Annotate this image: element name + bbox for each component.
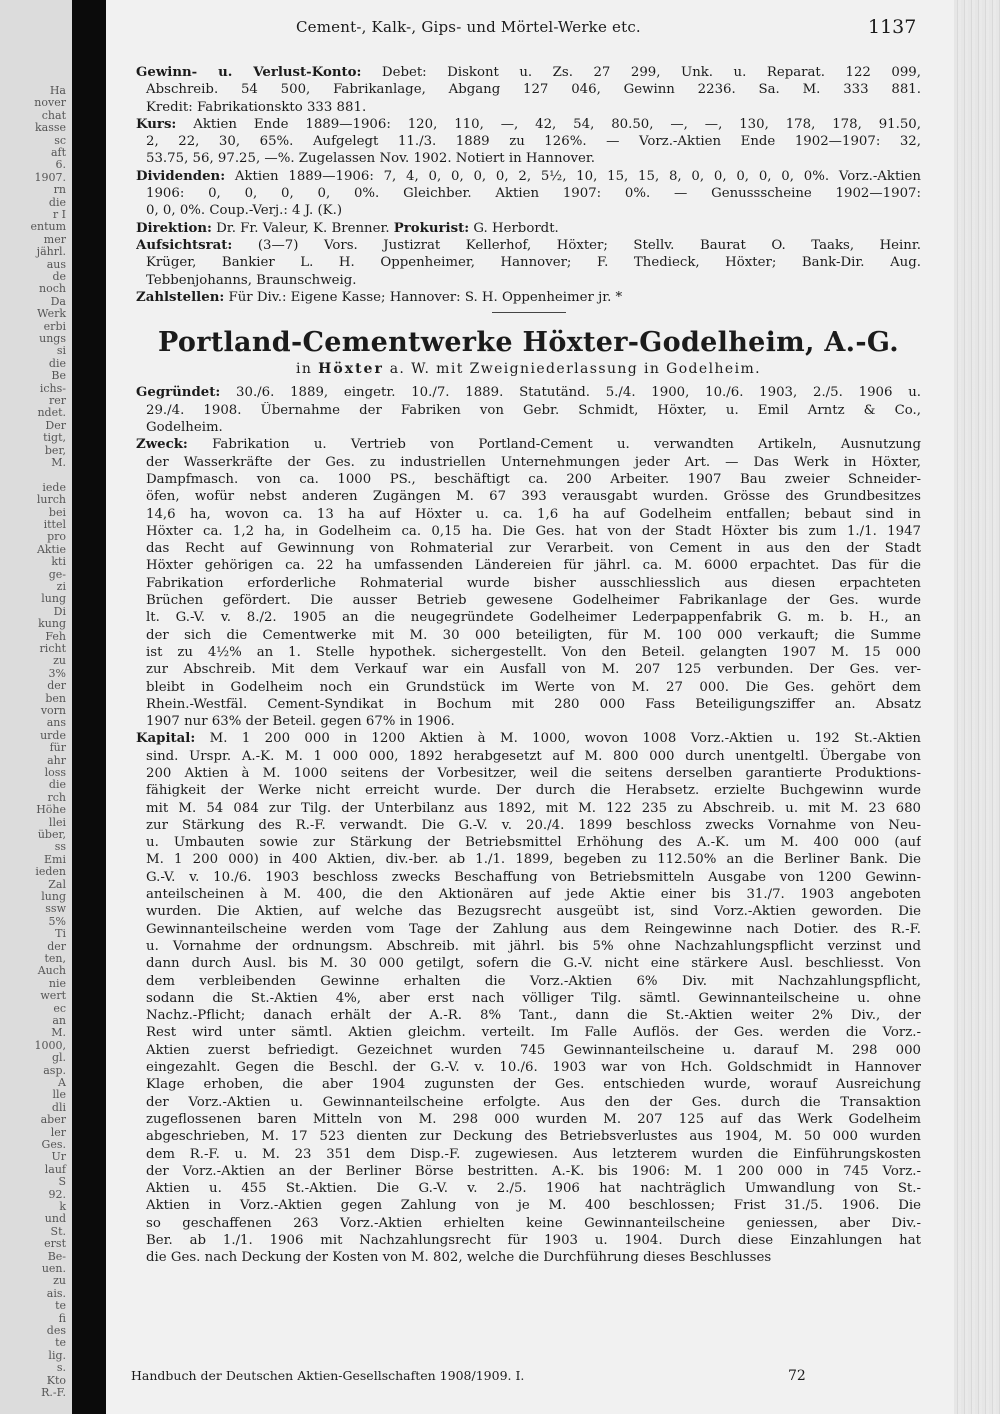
field-text: öfen, wofür nebst anderen Zugängen M. 67 393 verausgabt wurden. Grösse des Grundbesitzes (146, 489, 921, 505)
margin-fragment: wert (40, 989, 66, 1003)
text-line (136, 168, 921, 185)
margin-fragment: ndet. (37, 406, 66, 420)
margin-fragment: entum (30, 220, 66, 234)
margin-fragment: loss (44, 766, 66, 779)
field-label: Zahlstellen: (136, 289, 225, 305)
margin-fragment: gl. (51, 1051, 66, 1065)
field-text: bleibt in Godelheim noch ein Grundstück im Werte von M. 27 000. Die Ges. gehört dem (146, 679, 921, 695)
margin-fragment: M. (51, 1026, 66, 1040)
field-label: Kurs: (136, 116, 177, 132)
text-line (136, 436, 921, 453)
text-line (136, 289, 921, 306)
field-text: das Recht auf Gewinnung von Rohmaterial zur Verarbeit. von Cement in aus den der Stadt (146, 541, 921, 557)
margin-fragment: erst (44, 1237, 66, 1251)
field-label: Direktion: (136, 220, 212, 236)
margin-fragment: tigt, (43, 431, 66, 445)
text-line (136, 116, 921, 133)
text-line (136, 679, 921, 696)
section-divider (492, 312, 566, 313)
field-text: Ber. ab 1./1. 1906 mit Nachzahlungsrecht für 1903 u. 1904. Durch diese Einzahlungen hat (146, 1233, 921, 1248)
text-line (136, 661, 921, 678)
margin-fragment: nie (48, 976, 66, 990)
margin-fragment: Di (53, 604, 66, 618)
field-text: Krüger, Bankier L. H. Oppenheimer, Hannover; F. Thedieck, Höxter; Bank-Dir. Aug. (146, 255, 921, 271)
text-line (136, 817, 921, 834)
margin-fragment: Aktie (36, 542, 66, 556)
field-text: Aktien Ende 1889—1906: 120, 110, —, 42, 54, 80.50, —, —, 130, 178, 178, 91.50, (176, 116, 921, 132)
field-text: Fabrikation u. Vertrieb von Portland-Cement u. verwandten Artikeln, Ausnutzung (187, 437, 921, 453)
text-line (136, 1007, 921, 1024)
margin-fragment: pro (47, 530, 66, 544)
field-label: Gewinn- u. Verlust-Konto: (136, 65, 362, 80)
margin-fragment: chat (41, 108, 66, 122)
field-text: wurden. Die Aktien, auf welche das Bezugsrecht ausgeübt ist, sind Vorz.-Aktien geworden. Die (146, 904, 921, 920)
text-line (136, 748, 921, 765)
margin-fragment: aus (46, 257, 66, 271)
text-line (136, 973, 921, 990)
text-line (136, 471, 921, 488)
field-text: sodann die St.-Aktien 4%, aber erst nach völliger Tilg. sämtl. Gewinnanteilscheine u. ohne (146, 990, 921, 1006)
margin-fragment: ichs- (39, 381, 66, 395)
margin-fragment: ssw (45, 902, 66, 916)
field-text: zugeflossenen baren Mitteln von M. 298 000 wurden M. 207 125 auf das Werk Godelheim (146, 1111, 921, 1127)
margin-fragment: Zal (48, 877, 66, 891)
margin-fragment: uen. (41, 1262, 66, 1275)
text-line (136, 64, 921, 81)
text-line (136, 402, 921, 419)
text-line (136, 1232, 921, 1249)
margin-fragment: lle (52, 1088, 66, 1102)
margin-fragment: R.-F. (41, 1386, 66, 1399)
margin-fragment: ler (50, 1125, 66, 1139)
margin-fragment: Werk (37, 307, 66, 321)
text-line (136, 869, 921, 886)
margin-fragment: lurch (36, 493, 66, 507)
margin-fragment: lung (41, 890, 66, 903)
text-line (136, 765, 921, 782)
text-line (136, 592, 921, 609)
field-text: M. 1 200 000) in 400 Aktien, div.-ber. ab 1./1. 1899, begeben zu 112.50% an die Berliner Bank. Die (146, 852, 921, 868)
field-text: der Wasserkräfte der Ges. zu industriellen Unternehmungen jeder Art. — Das Werk in Höxter, (146, 454, 921, 470)
text-line (136, 506, 921, 523)
margin-fragment: ais. (46, 1286, 66, 1300)
text-line (136, 713, 921, 730)
margin-fragment: de (52, 270, 66, 283)
field-text: eingezahlt. Gegen die Beschl. der G.-V. v. 10./6. 1903 war von Hch. Goldschmidt in Hannover (146, 1060, 921, 1076)
margin-fragment: über, (37, 828, 66, 841)
margin-fragment: asp. (43, 1063, 66, 1077)
margin-fragment: und (44, 1212, 66, 1226)
text-line (136, 99, 921, 116)
text-line (136, 1249, 921, 1266)
text-line (136, 903, 921, 920)
field-text: Höxter ca. 1,2 ha, in Godelheim ca. 0,15 ha. Die Ges. hat von der Stadt Höxter bis zum 1./1. 1947 (146, 523, 921, 539)
text-line (136, 540, 921, 557)
margin-fragment: zu (53, 1274, 66, 1288)
book-page (106, 0, 1000, 1414)
margin-fragment: kti (51, 555, 66, 569)
text-line (136, 454, 921, 471)
field-text: dann durch Ausl. bis M. 30 000 getilgt, sofern die G.-V. nicht eine stärkere Ausl. beschliesst. Von (146, 956, 921, 972)
margin-fragment: ahr (47, 753, 66, 767)
running-header: Cement-, Kalk-, Gips- und Mörtel-Werke etc. (296, 18, 641, 36)
field-text: Abschreib. 54 500, Fabrikanlage, Abgang 127 046, Gewinn 2236. Sa. M. 333 881. (146, 82, 921, 98)
field-text: Nachz.-Pflicht; danach erhält der A.-R. 8% Tant., dann die St.-Aktien weiter 2% Div., der (146, 1008, 921, 1024)
field-text: Gewinnanteilscheine werden vom Tage der Zahlung aus dem Reingewinne nach Dotier. des R.-F. (146, 921, 921, 937)
text-line (136, 609, 921, 626)
text-line (136, 557, 921, 574)
field-text: 0, 0, 0%. Coup.-Verj.: 4 J. (K.) (146, 203, 343, 219)
margin-fragment: kasse (34, 121, 66, 135)
field-label: Aufsichtsrat: (136, 237, 233, 253)
text-line (136, 185, 921, 202)
field-text: ist zu 4½% an 1. Stelle hypothek. sichergestellt. Von den Beteil. gelangten 1907 M. 15 000 (146, 644, 921, 660)
margin-fragment: A (58, 1076, 66, 1089)
margin-fragment: die (48, 195, 66, 209)
margin-fragment: 1000, (34, 1038, 66, 1052)
text-line (136, 237, 921, 254)
left-margin-bleed (0, 0, 72, 1414)
text-line (136, 419, 921, 436)
text-line (136, 730, 921, 747)
margin-fragment: St. (50, 1224, 66, 1238)
margin-fragment: llei (48, 815, 66, 829)
field-label: Prokurist: (393, 220, 470, 236)
margin-fragment: Ges. (41, 1138, 66, 1151)
margin-fragment: ss (54, 840, 66, 854)
margin-fragment: Emi (44, 852, 66, 866)
field-text: Klage erhoben, die aber 1904 zugunsten der Ges. entschieden wurde, worauf Ausreichung (146, 1077, 921, 1093)
text-line (136, 990, 921, 1007)
margin-fragment: der (47, 939, 66, 953)
text-line (136, 644, 921, 661)
margin-fragment: Der (45, 418, 66, 432)
text-line (136, 851, 921, 868)
margin-fragment: aber (40, 1113, 66, 1127)
field-text: Aktien in Vorz.-Aktien gegen Zahlung von je M. 400 beschlossen; Frist 31./5. 1906. Die (146, 1198, 921, 1214)
field-text: sind. Urspr. A.-K. M. 1 000 000, 1892 herabgesetzt auf M. 800 000 durch unentgeltl. Übergabe von (146, 748, 921, 764)
text-line (136, 955, 921, 972)
margin-fragment: Auch (37, 964, 66, 978)
field-text: der sich die Cementwerke mit M. 30 000 beteiligten, für M. 100 000 verkauft; die Summe (146, 627, 921, 643)
text-line (136, 1180, 921, 1197)
margin-fragment: ittel (43, 518, 66, 531)
margin-fragment: erbi (43, 319, 66, 333)
margin-fragment: ge- (48, 567, 66, 581)
location-suffix: a. W. mit Zweigniederlassung in Godelheim. (389, 361, 761, 378)
field-text: Rest wird unter sämtl. Aktien gleichm. verteilt. Im Falle Auflös. der Ges. werden die Vorz.- (146, 1025, 921, 1041)
text-line (136, 886, 921, 903)
company-title: Portland-Cementwerke Höxter-Godelheim, A.-G. (158, 327, 899, 359)
field-text: Brüchen gefördert. Die ausser Betrieb gewesene Godelheimer Fabrikanlage der Ges. wurde (146, 593, 921, 609)
margin-fragment: Ha (49, 84, 66, 97)
field-text: M. 1 200 000 in 1200 Aktien à M. 1000, wovon 1008 Vorz.-Aktien u. 192 St.-Aktien (195, 731, 921, 747)
margin-fragment: ten, (44, 952, 66, 965)
text-line (136, 1094, 921, 1111)
field-text: Kredit: Fabrikationskto 333 881. (146, 99, 367, 115)
page-footer (131, 1368, 921, 1383)
text-line (136, 523, 921, 540)
margin-fragment: Kto (46, 1373, 66, 1387)
margin-fragment: M. (51, 456, 66, 469)
margin-fragment: ber, (44, 443, 66, 457)
text-line (136, 1024, 921, 1041)
field-text: dem R.-F. u. M. 23 351 dem Disp.-F. zugewiesen. Aus letzterem wurden die Einführungskosten (146, 1146, 921, 1162)
field-text: Aktien 1889—1906: 7, 4, 0, 0, 0, 0, 2, 5½, 10, 15, 15, 8, 0, 0, 0, 0, 0, 0%. Vorz.-Aktien (225, 168, 921, 184)
field-text: Aktien u. 455 St.-Aktien. Die G.-V. v. 2./5. 1906 hat nachträglich Umwandlung von St.- (146, 1181, 921, 1197)
field-text: zur Abschreib. Mit dem Verkauf war ein Ausfall von M. 207 125 verbunden. Der Ges. ver- (146, 662, 921, 678)
field-text: der Vorz.-Aktien u. Gewinnanteilscheine erfolgte. Aus den der Ges. durch die Transaktion (146, 1094, 921, 1110)
field-label: Dividenden: (136, 168, 226, 184)
text-line (136, 150, 921, 167)
margin-fragment: si (56, 344, 66, 358)
field-text: 1906: 0, 0, 0, 0, 0%. Gleichber. Aktien 1907: 0%. — Genussscheine 1902—1907: (146, 186, 921, 202)
margin-fragment: zu (53, 654, 66, 668)
text-line (136, 488, 921, 505)
text-line (136, 1197, 921, 1214)
field-text: zur Stärkung des R.-F. verwandt. Die G.-V. v. 20./4. 1899 beschloss zwecks Vornahme von Neu- (146, 817, 921, 833)
margin-fragment: 3% (48, 666, 66, 680)
footer-publication: Handbuch der Deutschen Aktien-Gesellschaften 1908/1909. I. (131, 1368, 525, 1383)
text-line (136, 1128, 921, 1145)
text-line (136, 834, 921, 851)
field-text: der Vorz.-Aktien an der Berliner Börse bestritten. A.-K. bis 1906: M. 1 200 000 in 745 Vorz.- (146, 1163, 921, 1179)
field-text: Fabrikation erforderliche Rohmaterial wurde bisher ausschliesslich aus diesen erpachteten (146, 575, 921, 591)
margin-fragment: jährl. (36, 245, 66, 259)
margin-fragment: mer (43, 232, 66, 246)
margin-fragment: dli (51, 1100, 66, 1114)
margin-fragment: ieden (35, 865, 66, 879)
margin-fragment: rer (48, 394, 66, 407)
text-line (136, 1215, 921, 1232)
field-text: 1907 nur 63% der Beteil. gegen 67% in 1906. (146, 714, 455, 730)
margin-fragment: ben (45, 691, 66, 705)
signature-mark: 72 (788, 1368, 806, 1384)
text-line (136, 938, 921, 955)
margin-fragment: s. (56, 1361, 66, 1375)
margin-fragment: des (46, 1324, 66, 1337)
margin-fragment: te (55, 1299, 66, 1313)
text-line (136, 202, 921, 219)
margin-fragment: Be- (47, 1249, 66, 1263)
margin-fragment: ec (53, 1001, 66, 1015)
margin-fragment: vorn (40, 704, 66, 717)
page-edge-shadow (954, 0, 1000, 1414)
field-text: abgeschrieben, M. 17 523 dienten zur Deckung des Betriebsverlustes aus 1904, M. 50 000 wurden (146, 1129, 921, 1145)
margin-fragment: noch (39, 282, 66, 296)
field-text: u. Umbauten sowie zur Stärkung der Betriebsmittel Erhöhung des A.-K. um M. 400 000 (auf (146, 835, 921, 851)
margin-fragment: ungs (39, 332, 66, 345)
margin-fragment: der (47, 679, 66, 693)
margin-fragment: nover (34, 96, 66, 110)
field-text: 14,6 ha, wovon ca. 13 ha auf Höxter u. ca. 1,6 ha auf Godelheim entfallen; bebaut sind in (146, 506, 921, 522)
text-line (136, 133, 921, 150)
margin-fragment: rch (47, 790, 66, 804)
field-text: fähigkeit der Werke nicht erreicht wurde. Der durch die Herabsetz. erzielte Buchgewinn wurde (146, 783, 921, 799)
page-number: 1137 (868, 16, 917, 38)
text-line (136, 1111, 921, 1128)
field-text: Dr. Fr. Valeur, K. Brenner. (211, 220, 394, 236)
margin-fragment: Da (50, 294, 66, 308)
margin-fragment: urde (40, 728, 66, 742)
margin-fragment: sc (54, 133, 66, 147)
field-text: die Ges. nach Deckung der Kosten von M. 802, welche die Durchführung dieses Beschlusses (146, 1250, 772, 1266)
field-text: so geschaffenen 263 Vorz.-Aktien erhielten keine Gewinnanteilscheine geniessen, aber Div.- (146, 1215, 921, 1231)
company-entry-text (136, 384, 921, 1266)
margin-fragment: an (52, 1014, 66, 1027)
field-text: (3—7) Vors. Justizrat Kellerhof, Höxter; Stellv. Baurat O. Taaks, Heinr. (232, 237, 921, 253)
field-text: u. Vornahme der ordnungsm. Abschreib. mit jährl. bis 5% ohne Nachzahlungspflicht verzinst und (146, 938, 921, 954)
field-text: Rhein.-Westfäl. Cement-Syndikat in Bochum mit 280 000 Fass Beteiligungsziffer an. Absatz (146, 696, 921, 712)
field-text: Höxter gehörigen ca. 22 ha umfassenden Ländereien für jährl. ca. M. 6000 erpachtet. Das für die (146, 558, 921, 574)
margin-fragment: Höhe (36, 803, 66, 817)
field-text: Aktien zuerst befriedigt. Gezeichnet wurden 745 Gewinnanteilscheine u. darauf M. 298 000 (146, 1042, 921, 1058)
location-city: Höxter (318, 361, 384, 378)
field-text: Dampfmasch. von ca. 1000 PS., beschäftigt ca. 200 Arbeiter. 1907 Bau zweier Schneider- (146, 471, 921, 487)
text-line (136, 272, 921, 289)
field-text: anteilscheinen à M. 400, die den Aktionären auf jede Aktie einer bis 31./7. 1903 angeboten (146, 887, 921, 903)
field-text: Godelheim. (146, 420, 223, 436)
margin-fragment: fi (58, 1311, 66, 1325)
margin-fragment: te (55, 1336, 66, 1350)
text-line (136, 800, 921, 817)
text-line (136, 627, 921, 644)
field-text: dem verbleibenden Gewinne erhalten die Vorz.-Aktien 6% Div. mit Nachzahlungspflicht, (146, 973, 921, 989)
text-line (136, 254, 921, 271)
margin-fragment: lig. (48, 1348, 66, 1362)
text-line (136, 1076, 921, 1093)
page-body (136, 64, 921, 1267)
margin-fragment: lung (41, 592, 66, 606)
field-label: Gegründet: (136, 385, 221, 401)
text-line (136, 1163, 921, 1180)
text-line (136, 782, 921, 799)
text-line (136, 220, 921, 237)
text-line (136, 1059, 921, 1076)
book-spine-shadow (72, 0, 106, 1414)
text-line (136, 696, 921, 713)
field-text: 30./6. 1889, eingetr. 10./7. 1889. Statutänd. 5./4. 1900, 10./6. 1903, 2./5. 1906 u. (220, 385, 921, 401)
company-location (136, 361, 921, 378)
margin-fragment: 5% (48, 914, 66, 928)
field-text: 29./4. 1908. Übernahme der Fabriken von Gebr. Schmidt, Höxter, u. Emil Arntz & Co., (146, 402, 921, 418)
margin-fragment: kung (38, 617, 66, 631)
field-text: 53.75, 56, 97.25, —%. Zugelassen Nov. 1902. Notiert in Hannover. (146, 151, 596, 167)
field-text: Debet: Diskont u. Zs. 27 299, Unk. u. Reparat. 122 099, (361, 65, 921, 80)
margin-fragment: 92. (48, 1187, 66, 1201)
margin-fragment: ans (46, 716, 66, 730)
margin-fragment: bei (48, 505, 66, 519)
field-text: mit M. 54 084 zur Tilg. der Unterbilanz aus 1892, mit M. 122 235 zu Abschreib. u. mit M. 23 680 (146, 800, 921, 816)
text-line (136, 575, 921, 592)
margin-fragment: zi (56, 580, 66, 593)
margin-fragment: aft (50, 146, 66, 159)
field-label: Kapital: (136, 731, 196, 747)
margin-fragment: 6. (55, 158, 66, 172)
margin-fragment: für (49, 741, 66, 755)
margin-fragment: Feh (45, 629, 66, 643)
margin-fragment: iede (42, 480, 66, 494)
location-prefix: in (296, 361, 313, 378)
margin-fragment: die (48, 778, 66, 792)
text-line (136, 384, 921, 401)
margin-fragment: 1907. (34, 170, 66, 184)
field-text: Für Div.: Eigene Kasse; Hannover: S. H. Oppenheimer jr. * (224, 289, 623, 305)
margin-fragment: lauf (44, 1162, 66, 1176)
field-text: 200 Aktien à M. 1000 seitens der Vorbesitzer, weil die seitens derselben garantierte Produktions- (146, 765, 921, 781)
margin-fragment: Ur (51, 1150, 66, 1164)
field-text: lt. G.-V. v. 8./2. 1905 an die neugegründete Godelheimer Lederpappenfabrik G. m. b. H., an (146, 610, 921, 626)
margin-fragment: Ti (55, 927, 66, 941)
previous-entry-tail (136, 64, 921, 306)
field-text: Tebbenjohanns, Braunschweig. (146, 272, 357, 288)
field-label: Zweck: (136, 437, 188, 453)
text-line (136, 1042, 921, 1059)
text-line (136, 921, 921, 938)
margin-fragment: k (59, 1200, 66, 1213)
margin-fragment: S (58, 1175, 66, 1189)
text-line (136, 1146, 921, 1163)
margin-fragment: richt (39, 642, 66, 655)
margin-fragment: r I (52, 208, 66, 221)
margin-fragment: rn (53, 183, 66, 197)
text-line (136, 81, 921, 98)
margin-fragment: Be (51, 369, 66, 383)
field-text: G. Herbordt. (469, 220, 559, 236)
margin-fragment: die (48, 356, 66, 370)
field-text: 2, 22, 30, 65%. Aufgelegt 11./3. 1889 zu 126%. — Vorz.-Aktien Ende 1902—1907: 32, (146, 134, 921, 150)
field-text: G.-V. v. 10./6. 1903 beschloss zwecks Beschaffung von Betriebsmitteln Ausgabe von 1200 Gewinn- (146, 869, 921, 885)
